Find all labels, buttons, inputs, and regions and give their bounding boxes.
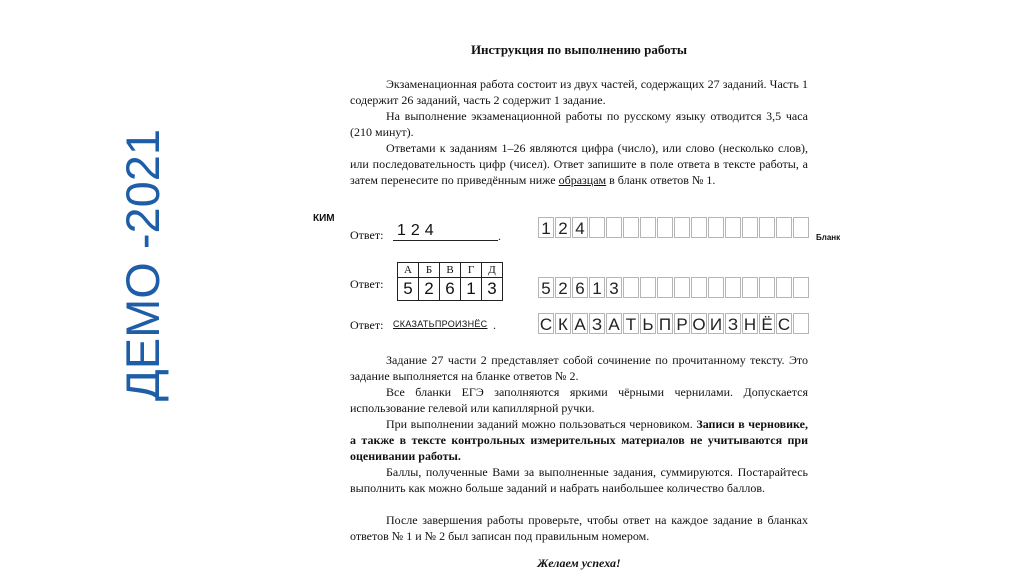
answer-grid-1 [538, 217, 810, 238]
table-header-cell: Б [419, 263, 440, 278]
grid-cell: 2 [555, 277, 571, 298]
table-value-cell: 3 [482, 278, 503, 301]
grid-cell: С [777, 315, 791, 334]
grid-cell: А [572, 313, 588, 334]
grid-cell [776, 217, 792, 238]
blank-label: Бланк [816, 233, 841, 242]
demo-year-title: ДЕМО -2021 [116, 128, 169, 402]
grid-cell: О [692, 315, 706, 334]
paragraph-task27: Задание 27 части 2 представляет собой сочинение по прочитанному тексту. Это задание выполняется на бланке ответов № 2. [350, 353, 808, 383]
paragraph-draft [350, 416, 808, 464]
grid-cell [793, 217, 809, 238]
paragraph-duration: На выполнение экзаменационной работы по русскому языку отводится 3,5 часа (210 минут). [350, 109, 808, 139]
grid-cell [776, 277, 792, 298]
grid-cell [657, 217, 673, 238]
paragraph-answers-text: Ответами к заданиям 1–26 являются цифра (число), или слово (несколько слов), или последовательность цифр (чисел). Ответ запишите в поле ответа в тексте работы, а затем перенесите по приведённым ниже [350, 141, 808, 187]
grid-cell: Ё [759, 313, 775, 334]
grid-cell [759, 217, 775, 238]
answer-dot-3: . [493, 318, 496, 332]
grid-cell: А [606, 313, 622, 334]
answer-grid-2 [538, 277, 810, 298]
kim-label: КИМ [313, 213, 335, 224]
table-value-cell: 5 [398, 278, 419, 301]
paragraph-draft-text: При выполнении заданий можно пользоваться черновиком. [386, 417, 697, 431]
grid-cell: Ь [640, 313, 656, 334]
grid-cell: С [539, 315, 553, 334]
grid-cell [708, 277, 724, 298]
answer-label-1: Ответ: [350, 228, 384, 242]
grid-cell: 1 [589, 277, 605, 298]
grid-cell [725, 277, 741, 298]
grid-cell [623, 277, 639, 298]
table-header-cell: Г [461, 263, 482, 278]
grid-cell: 4 [572, 217, 588, 238]
samples-link-word: образцам [558, 173, 607, 187]
grid-cell [708, 217, 724, 238]
grid-cell [589, 217, 605, 238]
grid-cell [742, 277, 758, 298]
grid-cell: П [658, 315, 672, 334]
grid-cell: 3 [606, 277, 622, 298]
grid-cell [691, 217, 707, 238]
answer-grid-3 [538, 313, 810, 334]
grid-cell [674, 277, 690, 298]
table-value-cell: 6 [440, 278, 461, 301]
grid-cell [606, 217, 622, 238]
grid-cell: И [709, 315, 723, 334]
grid-cell [793, 277, 809, 298]
grid-cell: Н [743, 315, 757, 334]
grid-cell [742, 217, 758, 238]
grid-cell: К [555, 313, 571, 334]
grid-cell [674, 217, 690, 238]
paragraph-parts: Экзаменационная работа состоит из двух частей, содержащих 27 заданий. Часть 1 содержит 26 заданий, часть 2 содержит 1 задание. [350, 77, 808, 107]
answer-handwritten-3: СКАЗАТЬПРОИЗНЁС [393, 319, 488, 329]
answer-label-2: Ответ: [350, 277, 384, 291]
grid-cell [725, 217, 741, 238]
grid-cell: 2 [555, 217, 571, 238]
grid-cell: З [725, 313, 741, 334]
paragraph-answers-end: в бланк ответов № 1. [606, 173, 716, 187]
answer-handwritten-1: 124 [397, 222, 439, 239]
table-value-cell: 2 [419, 278, 440, 301]
paragraph-ink: Все бланки ЕГЭ заполняются яркими чёрными чернилами. Допускается использование гелевой или капиллярной ручки. [350, 385, 808, 415]
grid-cell: Т [623, 313, 639, 334]
grid-cell: 1 [538, 217, 554, 238]
grid-cell [793, 313, 809, 334]
answer-label-3: Ответ: [350, 318, 384, 332]
table-value-cell: 1 [461, 278, 482, 301]
answer-line-1 [393, 222, 498, 241]
paragraph-draft-bold: Записи в черновике, а также в тексте контрольных измерительных материалов не учитываются при оценивании работы. [350, 417, 808, 463]
grid-cell: 5 [538, 277, 554, 298]
grid-cell [623, 217, 639, 238]
grid-cell [691, 277, 707, 298]
grid-cell [640, 217, 656, 238]
answer-dot-1: . [498, 229, 501, 243]
paragraph-scores: Баллы, полученные Вами за выполненные задания, суммируются. Постарайтесь выполнить как можно больше заданий и набрать наибольшее количество баллов. [350, 465, 808, 495]
grid-cell [657, 277, 673, 298]
grid-cell: 6 [572, 277, 588, 298]
answer-letter-table [397, 262, 503, 301]
closing-wish: Желаем успеха! [537, 556, 621, 570]
grid-cell: З [589, 313, 605, 334]
grid-cell [759, 277, 775, 298]
table-header-cell: А [398, 263, 419, 278]
instruction-heading: Инструкция по выполнению работы [470, 42, 688, 57]
paragraph-answers [350, 140, 808, 188]
table-header-cell: Д [482, 263, 503, 278]
table-header-cell: В [440, 263, 461, 278]
paragraph-check: После завершения работы проверьте, чтобы ответ на каждое задание в бланках ответов № 1 и № 2 был записан под правильным номером. [350, 513, 808, 543]
grid-cell: Р [674, 313, 690, 334]
grid-cell [640, 277, 656, 298]
